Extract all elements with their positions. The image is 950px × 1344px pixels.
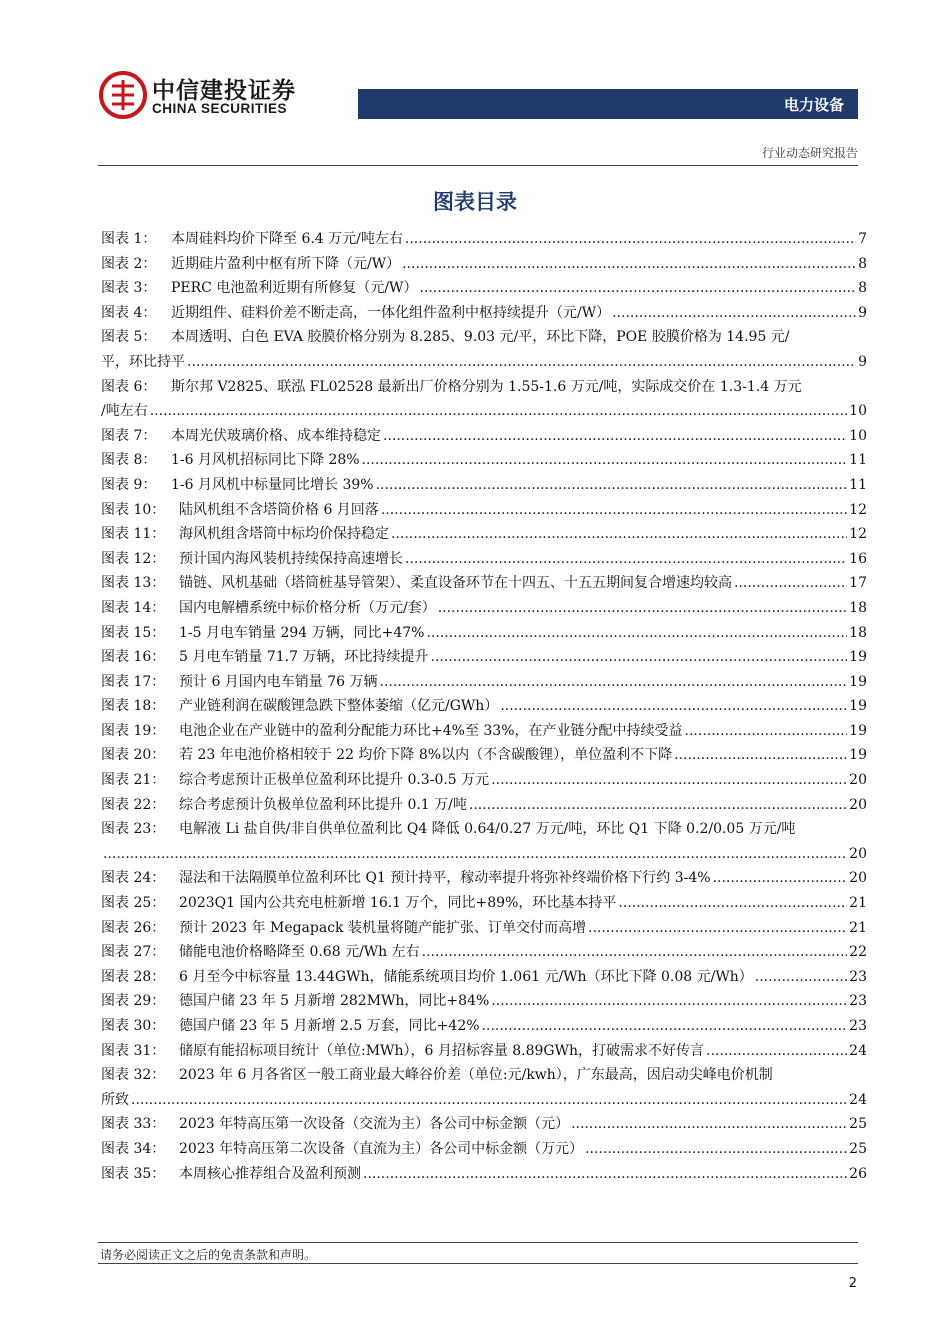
toc-entry[interactable] [101, 817, 867, 842]
toc-entry-title-continued: 平，环比持平 [101, 353, 185, 370]
toc-entry-title: 本周硅料均价下降至 6.4 万元/吨左右 [171, 231, 403, 247]
toc-entry-label: 图表 25： [101, 895, 166, 912]
toc-entry-continuation[interactable] [101, 350, 867, 375]
toc-entry-label: 图表 20： [101, 747, 166, 764]
section-title: 电力设备 [783, 96, 844, 114]
toc-entry[interactable] [101, 891, 867, 916]
toc-entry[interactable] [101, 1162, 867, 1187]
toc-entry[interactable] [101, 571, 867, 596]
toc-entry-label: 图表 12： [101, 550, 166, 567]
toc-entry-title: 2023 年 6 月各省区一般工商业最大峰谷价差（单位:元/kwh），广东最高，因启动尖峰电价机制 [179, 1067, 773, 1084]
toc-entry-page: 11 [849, 476, 867, 493]
toc-entry-page: 19 [849, 649, 867, 666]
toc-entry[interactable] [101, 965, 867, 990]
toc-entry[interactable] [101, 916, 867, 941]
toc-leader-dots [571, 1112, 847, 1137]
report-type: 行业动态研究报告 [761, 146, 858, 160]
toc-entry-title: 德国户储 23 年 5 月新增 282MWh，同比+84% [179, 993, 490, 1010]
toc-entry-page: 19 [849, 747, 867, 764]
toc-entry-title: 近期硅片盈利中枢有所下降（元/W） [171, 255, 401, 272]
toc-entry-continuation[interactable] [101, 1088, 867, 1113]
toc-entry-title: 储原有能招标项目统计（单位:MWh），6 月招标容量 8.89GWh，打破需求不好传言 [179, 1042, 705, 1059]
toc-entry-page: 21 [849, 919, 867, 936]
toc-entry-page: 19 [849, 722, 867, 739]
toc-leader-dots [383, 424, 847, 449]
toc-leader-dots [380, 670, 848, 695]
toc-entry-label: 图表 24： [101, 870, 166, 887]
toc-leader-dots [362, 448, 848, 473]
toc-entry-title: 综合考虑预计正极单位盈利环比提升 0.3-0.5 万元 [179, 772, 490, 789]
toc-entry[interactable] [101, 596, 867, 621]
toc-entry-page: 10 [849, 427, 867, 444]
page-number: 2 [848, 1276, 857, 1291]
toc-leader-dots [500, 694, 847, 719]
toc-leader-dots [376, 473, 848, 498]
toc-entry-page: 12 [849, 526, 867, 543]
toc-entry-label: 图表 14： [101, 599, 166, 616]
toc-entry-title: 陆风机组不含塔筒价格 6 月回落 [179, 501, 379, 518]
toc-entry[interactable] [101, 1137, 867, 1162]
toc-entry-page: 20 [849, 796, 867, 813]
toc-entry-title: 2023 年特高压第一次设备（交流为主）各公司中标金额（元） [179, 1116, 570, 1133]
toc-leader-dots [588, 916, 847, 941]
toc-entry-label: 图表 28： [101, 968, 166, 985]
toc-entry-page: 11 [849, 452, 867, 469]
toc-entry-title-continued: /吨左右 [101, 403, 148, 420]
toc-entry-label: 图表 4： [101, 304, 157, 321]
toc-entry-title: 湿法和干法隔膜单位盈利环比 Q1 预计持平，稼动率提升将弥补终端价格下行约 3-4% [179, 870, 711, 887]
toc-leader-dots [363, 1162, 847, 1187]
toc-entry-label: 图表 33： [101, 1116, 166, 1133]
toc-entry-title: 5 月电车销量 71.7 万辆，环比持续提升 [179, 649, 429, 666]
toc-entry-page: 22 [849, 944, 867, 961]
toc-leader-dots [402, 252, 856, 277]
toc-entry[interactable] [101, 252, 867, 277]
china-securities-logo-icon [98, 70, 148, 120]
toc-entry-title: 近期组件、硅料价差不断走高，一体化组件盈利中枢持续提升（元/W） [171, 304, 611, 321]
toc-entry[interactable] [101, 743, 867, 768]
toc-entry-label: 图表 35： [101, 1165, 166, 1182]
toc-entry-title: 1-5 月电车销量 294 万辆，同比+47% [179, 624, 425, 641]
toc-leader-dots [419, 276, 856, 301]
toc-entry-page: 20 [849, 772, 867, 789]
toc-entry-page: 8 [858, 280, 867, 297]
toc-entry-page: 9 [858, 353, 867, 370]
toc-entry[interactable] [101, 793, 867, 818]
toc-leader-dots [426, 621, 847, 646]
toc-entry[interactable] [101, 325, 867, 350]
toc-entry-page: 12 [849, 501, 867, 518]
toc-entry[interactable] [101, 1063, 867, 1088]
toc-entry-label: 图表 5： [101, 329, 157, 346]
toc-leader-dots [405, 547, 847, 572]
toc-entry-page: 18 [849, 624, 867, 641]
toc-entry-continuation[interactable] [101, 399, 867, 424]
toc-entry-title: 6 月至今中标容量 13.44GWh，储能系统项目均价 1.061 元/Wh（环比下降 0.08 元/Wh） [179, 968, 753, 985]
toc-entry-label: 图表 23： [101, 821, 166, 838]
toc-entry-title: 储能电池价格略降至 0.68 元/Wh 左右 [179, 944, 420, 961]
header-divider [98, 165, 858, 166]
toc-entry-page: 25 [849, 1140, 867, 1157]
toc-entry-title: 预计 6 月国内电车销量 76 万辆 [179, 673, 378, 690]
toc-entry-page: 18 [849, 599, 867, 616]
toc-entry-page: 20 [849, 870, 867, 887]
toc-entry-page: 16 [849, 550, 867, 567]
toc-entry-label: 图表 15： [101, 624, 166, 641]
toc-entry[interactable] [101, 719, 867, 744]
toc-entry-title: 若 23 年电池价格相较于 22 均价下降 8%以内（不含碳酸锂），单位盈利不下降 [179, 747, 673, 764]
toc-entry-page: 19 [849, 673, 867, 690]
toc-leader-dots [438, 596, 847, 621]
toc-entry-label: 图表 34： [101, 1140, 166, 1157]
toc-entry-label: 图表 29： [101, 993, 166, 1010]
toc-leader-dots [469, 793, 847, 818]
toc-entry-label: 图表 13： [101, 575, 166, 592]
logo-chinese-name: 中信建投证券 [152, 78, 296, 104]
toc-entry-title: 电池企业在产业链中的盈利分配能力环比+4%至 33%，在产业链分配中持续受益 [179, 722, 683, 739]
toc-entry[interactable] [101, 448, 867, 473]
toc-entry-page: 17 [849, 575, 867, 592]
toc-entry-label: 图表 10： [101, 501, 166, 518]
toc-entry-title: 预计 2023 年 Megapack 装机量将随产能扩张、订单交付而高增 [179, 919, 586, 936]
toc-leader-dots [381, 498, 847, 523]
toc-leader-dots [187, 350, 856, 375]
toc-entry-label: 图表 2： [101, 255, 157, 272]
toc-entry-title: 1-6 月风机中标量同比增长 39% [171, 476, 374, 493]
toc-entry-label: 图表 9： [101, 476, 157, 493]
toc-entry-title: 电解液 Li 盐自供/非自供单位盈利比 Q4 降低 0.64/0.27 万元/吨，环比 Q1 下降 0.2/0.05 万元/吨 [179, 821, 796, 838]
toc-leader-dots [755, 965, 847, 990]
toc-leader-dots [430, 645, 847, 670]
toc-entry[interactable] [101, 522, 867, 547]
toc-entry-page: 9 [858, 304, 867, 321]
toc-entry-page: 23 [849, 1018, 867, 1034]
toc-entry-title: 综合考虑预计负极单位盈利环比提升 0.1 万/吨 [179, 796, 467, 813]
toc-leader-dots [391, 522, 847, 547]
toc-entry-label: 图表 6： [101, 378, 157, 395]
toc-entry-title: 本周透明、白色 EVA 胶膜价格分别为 8.285、9.03 元/平，环比下降，POE 胶膜价格为 14.95 元/ [171, 329, 790, 346]
toc-title: 图表目录 [433, 190, 517, 214]
toc-entry[interactable] [101, 940, 867, 965]
toc-entry-page: 21 [849, 895, 867, 912]
toc-leader-dots [585, 1137, 847, 1162]
toc-entry-label: 图表 27： [101, 944, 166, 961]
toc-entry-title-continued: 所致 [101, 1091, 129, 1108]
toc-entry-title: 德国户储 23 年 5 月新增 2.5 万套，同比+42% [179, 1018, 480, 1034]
toc-entry-label: 图表 19： [101, 722, 166, 739]
toc-entry-title: 预计国内海风装机持续保持高速增长 [179, 550, 403, 567]
toc-entry-title: 海风机组含塔筒中标均价保持稳定 [179, 526, 389, 543]
toc-entry[interactable] [101, 1014, 867, 1039]
toc-entry-page: 20 [849, 845, 867, 862]
toc-entry-page: 7 [858, 231, 867, 247]
toc-leader-dots [482, 1014, 848, 1039]
table-of-figures [101, 227, 867, 1186]
toc-entry-page: 10 [849, 403, 867, 420]
toc-leader-dots [491, 989, 847, 1014]
toc-entry-label: 图表 26： [101, 919, 166, 936]
toc-entry-page: 26 [849, 1165, 867, 1182]
toc-entry-label: 图表 18： [101, 698, 166, 715]
toc-entry-title: 锚链、风机基础（塔筒桩基导管架）、柔直设备环节在十四五、十五五期间复合增速均较高 [179, 575, 732, 592]
toc-entry[interactable] [101, 670, 867, 695]
toc-entry[interactable] [101, 301, 867, 326]
toc-leader-dots [713, 866, 848, 891]
toc-leader-dots [422, 940, 848, 965]
logo-english-name: CHINA SECURITIES [152, 101, 288, 116]
toc-entry-label: 图表 32： [101, 1067, 166, 1084]
toc-entry[interactable] [101, 424, 867, 449]
toc-leader-dots [150, 399, 847, 424]
toc-entry-label: 图表 21： [101, 772, 166, 789]
toc-leader-dots [612, 301, 856, 326]
toc-entry[interactable] [101, 498, 867, 523]
toc-entry-page: 8 [858, 255, 867, 272]
toc-entry[interactable] [101, 1112, 867, 1137]
toc-entry-page: 24 [849, 1042, 867, 1059]
toc-entry[interactable] [101, 768, 867, 793]
toc-leader-dots [405, 227, 856, 252]
toc-entry-title: 本周光伏玻璃价格、成本维持稳定 [171, 427, 381, 444]
toc-entry-title: 2023 年特高压第二次设备（直流为主）各公司中标金额（万元） [179, 1140, 584, 1157]
toc-leader-dots [491, 768, 847, 793]
toc-entry-title: 2023Q1 国内公共充电桩新增 16.1 万个，同比+89%，环比基本持平 [179, 895, 617, 912]
toc-entry-label: 图表 11： [101, 526, 166, 543]
toc-entry-title: PERC 电池盈利近期有所修复（元/W） [171, 280, 418, 297]
toc-entry-label: 图表 8： [101, 452, 157, 469]
toc-entry-title: 1-6 月风机招标同比下降 28% [171, 452, 360, 469]
company-logo [98, 70, 358, 126]
toc-entry-label: 图表 7： [101, 427, 157, 444]
toc-leader-dots [734, 571, 847, 596]
toc-entry[interactable] [101, 645, 867, 670]
toc-entry[interactable] [101, 276, 867, 301]
toc-entry[interactable] [101, 621, 867, 646]
toc-entry-title: 产业链利润在碳酸锂急跌下整体萎缩（亿元/GWh） [179, 698, 499, 715]
toc-entry[interactable] [101, 989, 867, 1014]
toc-entry[interactable] [101, 473, 867, 498]
section-banner [358, 89, 858, 119]
toc-entry[interactable] [101, 375, 867, 400]
toc-leader-dots [685, 719, 848, 744]
toc-entry-title: 本周核心推荐组合及盈利预测 [179, 1165, 361, 1182]
toc-entry-label: 图表 3： [101, 280, 157, 297]
toc-leader-dots [706, 1039, 847, 1064]
toc-entry[interactable] [101, 1039, 867, 1064]
footer-divider-top [98, 1242, 858, 1243]
toc-entry-page: 24 [849, 1091, 867, 1108]
toc-leader-dots [103, 842, 847, 867]
disclaimer-note: 请务必阅读正文之后的免责条款和声明。 [100, 1248, 317, 1262]
toc-entry-label: 图表 31： [101, 1042, 166, 1059]
toc-entry-label: 图表 16： [101, 649, 166, 666]
toc-entry-page: 19 [849, 698, 867, 715]
toc-entry-label: 图表 30： [101, 1018, 166, 1034]
toc-leader-dots [674, 743, 847, 768]
toc-entry-continuation[interactable] [101, 842, 867, 867]
toc-leader-dots [131, 1088, 847, 1113]
toc-entry-page: 23 [849, 968, 867, 985]
toc-entry[interactable] [101, 227, 867, 252]
toc-entry[interactable] [101, 547, 867, 572]
toc-entry-page: 25 [849, 1116, 867, 1133]
toc-entry-label: 图表 17： [101, 673, 166, 690]
toc-entry-title: 斯尔邦 V2825、联泓 FL02528 最新出厂价格分别为 1.55-1.6 万元/吨，实际成交价在 1.3-1.4 万元 [171, 378, 802, 395]
toc-entry-title: 国内电解槽系统中标价格分析（万元/套） [179, 599, 436, 616]
toc-entry-label: 图表 1： [101, 231, 157, 247]
toc-entry-label: 图表 22： [101, 796, 166, 813]
toc-entry[interactable] [101, 866, 867, 891]
toc-leader-dots [618, 891, 847, 916]
footer-divider-bottom [98, 1263, 858, 1264]
toc-entry[interactable] [101, 694, 867, 719]
toc-entry-page: 23 [849, 993, 867, 1010]
